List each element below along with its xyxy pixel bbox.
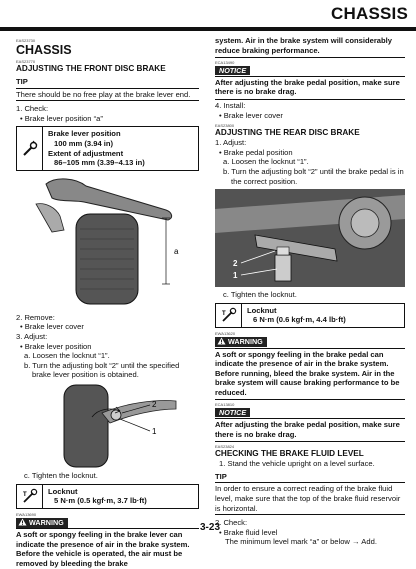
rear-warning-label: WARNING xyxy=(228,337,263,347)
step-check: 1. Check: xyxy=(16,104,49,114)
fluid-tip-rule-end xyxy=(215,514,405,515)
warning-label: WARNING xyxy=(29,518,64,528)
warning-badge xyxy=(16,518,68,528)
rear-step-adjust-item: • Brake pedal position xyxy=(219,147,293,157)
rear-notice-badge: NOTICE xyxy=(215,408,250,417)
rear-notice-rule xyxy=(215,418,405,419)
warning-triangle-icon xyxy=(18,518,27,528)
locknut-spec: 5 N·m (0.5 kgf·m, 3.7 lb·ft) xyxy=(54,496,147,506)
locknut-box xyxy=(16,484,199,509)
step-adjust-item: • Brake lever position xyxy=(20,341,92,351)
rear-warning-text: A soft or spongy feeling in the brake pedal can indicate the presence of air in the brake system. Before running, bleed the brake system. Air in the brake system will cause braking performance to be reduced. xyxy=(215,349,400,397)
spec-line-1: Brake lever position xyxy=(48,129,121,139)
wrench-icon xyxy=(17,127,43,169)
rear-locknut-box xyxy=(215,303,405,328)
subsection-code: EAS23770 xyxy=(16,59,36,64)
step-adjust: 3. Adjust: xyxy=(16,331,48,341)
chassis-heading: CHASSIS xyxy=(16,43,72,57)
rear-brake-heading: ADJUSTING THE REAR DISC BRAKE xyxy=(215,128,360,138)
fluid-step-2: 2. Check: xyxy=(215,518,248,528)
notice-code: ECA13490 xyxy=(215,60,235,66)
brake-lever-figure xyxy=(16,174,199,310)
label-a: a xyxy=(174,246,179,256)
torque-wrench-icon xyxy=(216,304,242,327)
warning-text: A soft or spongy feeling in the brake lever can indicate the presence of air in the brake system. Before the vehicle is operated, the air must be removed by bleeding the brake xyxy=(16,530,190,569)
warning-triangle-icon xyxy=(217,337,226,347)
step-adjust-a: a. Loosen the locknut “1”. xyxy=(24,351,110,361)
locknut-title: Locknut xyxy=(48,486,78,496)
step-remove: 2. Remove: xyxy=(16,312,55,322)
rear-step-a: a. Loosen the locknut “1”. xyxy=(223,157,309,167)
rear-locknut-title: Locknut xyxy=(247,305,277,315)
label-2: 2 xyxy=(233,259,238,269)
rear-step-adjust: 1. Adjust: xyxy=(215,138,247,148)
rear-brake-code: EAS23800 xyxy=(215,123,235,129)
step-install: 4. Install: xyxy=(215,100,246,110)
tip-label: TIP xyxy=(16,77,28,86)
rear-locknut-spec: 6 N·m (0.6 kgf·m, 4.4 lb·ft) xyxy=(253,315,346,325)
warning-continued: system. Air in the brake system will considerably reduce braking performance. xyxy=(215,36,392,55)
tip-rule xyxy=(16,88,199,89)
spec-line-4: 86–105 mm (3.39–4.13 in) xyxy=(54,158,145,168)
rear-warning-rule xyxy=(215,348,405,349)
rear-step-tighten: c. Tighten the locknut. xyxy=(223,290,297,300)
step-check-item: • Brake lever position “a” xyxy=(20,113,103,123)
spec-line-3: Extent of adjustment xyxy=(48,148,124,158)
label-1: 1 xyxy=(152,426,157,436)
header-rule xyxy=(0,27,416,31)
svg-text:T: T xyxy=(221,311,226,318)
label-2: 2 xyxy=(152,399,157,409)
fluid-heading: CHECKING THE BRAKE FLUID LEVEL xyxy=(215,449,364,459)
section-code: EAS23730 xyxy=(16,38,36,43)
rear-warning-code: EWA13620 xyxy=(215,330,236,336)
fluid-tip-text: In order to ensure a correct reading of the brake fluid level, make sure that the top of the brake fluid reservoir is horizontal. xyxy=(215,484,401,513)
spec-text xyxy=(43,127,150,169)
fluid-tip-rule xyxy=(215,482,405,483)
svg-text:T: T xyxy=(22,492,27,499)
rear-warning-end-rule xyxy=(215,399,405,400)
notice-rule xyxy=(215,76,405,77)
tip-rule-end xyxy=(16,100,199,101)
rear-notice-code: ECA13810 xyxy=(215,402,235,408)
torque-wrench-icon xyxy=(17,485,43,508)
rear-locknut-text xyxy=(242,304,351,327)
fluid-tip-label: TIP xyxy=(215,471,227,481)
rear-warning-badge xyxy=(215,337,267,347)
locknut-text xyxy=(43,485,152,508)
rear-notice-end-rule xyxy=(215,441,405,442)
warning-rule xyxy=(16,528,199,529)
rear-step-b: b. Turn the adjusting bolt “2” until the brake pedal is in the correct position. xyxy=(223,166,404,186)
fluid-step-1: 1. Stand the vehicle upright on a level surface. xyxy=(219,459,375,469)
page-number: 3-23 xyxy=(200,522,221,533)
fluid-code: EAS23824 xyxy=(215,444,235,450)
step-tighten: c. Tighten the locknut. xyxy=(24,470,98,480)
spec-box xyxy=(16,126,199,170)
tip-text: There should be no free play at the brake lever end. xyxy=(16,89,191,99)
notice-badge: NOTICE xyxy=(215,66,250,75)
section-title: CHASSIS xyxy=(331,4,408,23)
warning-code: EWA13690 xyxy=(16,511,37,517)
brake-pedal-figure xyxy=(215,189,405,287)
notice-text: After adjusting the brake pedal position, make sure there is no brake drag. xyxy=(215,77,400,97)
step-adjust-b: b. Turn the adjusting bolt “2” until the specified brake lever position is obtained. xyxy=(24,360,180,380)
warning-end-rule xyxy=(215,57,405,58)
step-install-item: • Brake lever cover xyxy=(219,110,283,120)
lever-adjust-figure xyxy=(16,383,199,468)
notice-end-rule xyxy=(215,99,405,100)
spec-line-2: 100 mm (3.94 in) xyxy=(54,138,114,148)
rear-notice-text: After adjusting the brake pedal position, make sure there is no brake drag. xyxy=(215,420,400,439)
step-remove-item: • Brake lever cover xyxy=(20,322,84,332)
label-1: 1 xyxy=(233,271,238,281)
right-column xyxy=(215,36,405,547)
left-column xyxy=(16,36,199,569)
fluid-step-2-text: The minimum level mark “a” or below → Add. xyxy=(225,537,377,547)
fluid-step-2-item: • Brake fluid level xyxy=(219,527,278,537)
front-brake-heading: ADJUSTING THE FRONT DISC BRAKE xyxy=(16,64,166,73)
